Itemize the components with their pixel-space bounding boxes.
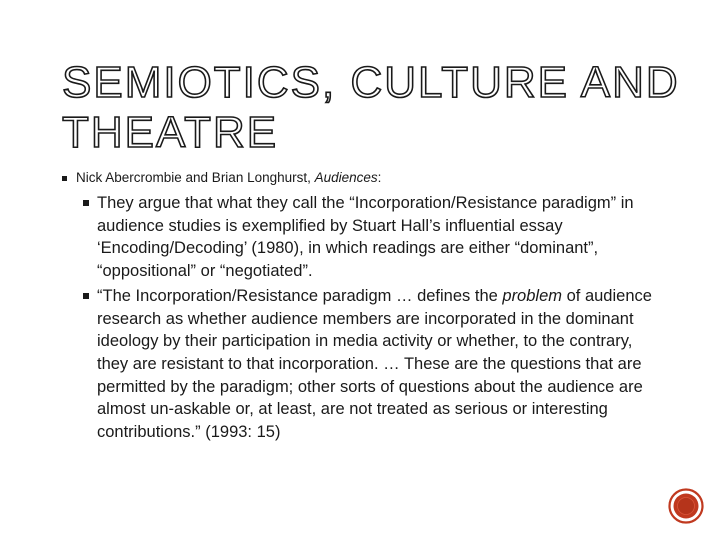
citation-authors: Nick Abercrombie and Brian Longhurst, [76, 170, 315, 185]
square-bullet-icon [83, 200, 89, 206]
bullet-level2-item [62, 285, 659, 444]
quote-text-post: of audience research as whether audience members are incorporated in the dominant ideology by their participation in media activity or whether, to the contrary, they are resistant to that incorporation. … These are the questions that are permitted by the paradigm; other sorts of questions about the audience are almost un-askable or, at least, are not treated as serious or interesting contributions.” (1993: 15) [97, 286, 652, 442]
bullet-level1 [62, 168, 662, 188]
slide-content [62, 168, 662, 446]
bullet-level2-item [62, 192, 659, 283]
square-bullet-icon [83, 293, 89, 299]
quote-text-pre: “The Incorporation/Resistance paradigm … defines the [97, 286, 503, 305]
bullet-text: They argue that what they call the “Incorporation/Resistance paradigm” in audience studies is exemplified by Stuart Hall’s influential essay ‘Encoding/Decoding’ (1980), in which readings are either “dominant”, “oppositional” or “negotiated”. [97, 194, 634, 281]
citation-title: Audiences [314, 170, 378, 185]
circle-button-icon[interactable] [668, 488, 704, 524]
quote-text-italic: problem [502, 286, 563, 305]
title-line-2: THEATRE [62, 108, 279, 157]
square-bullet-icon [62, 176, 67, 181]
slide-title [62, 58, 680, 158]
citation-colon: : [377, 170, 382, 185]
bullet-level2-list [62, 192, 662, 444]
title-line-1: SEMIOTICS, CULTURE AND [62, 58, 680, 107]
